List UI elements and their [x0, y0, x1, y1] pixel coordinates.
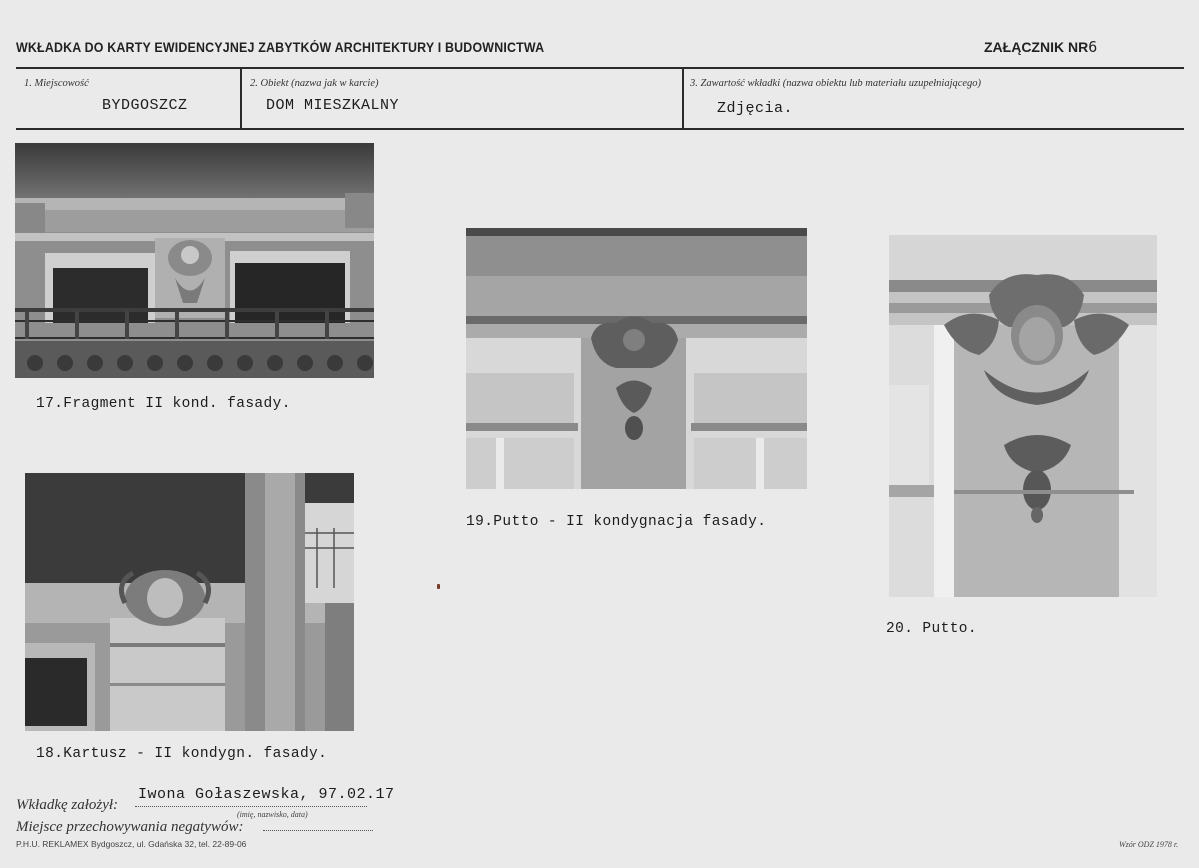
form-title: WKŁADKA DO KARTY EWIDENCYJNEJ ZABYTKÓW ARCHITEKTURY I BUDOWNICTWA — [16, 40, 545, 55]
author-dotted-line — [135, 806, 367, 807]
attachment-number — [984, 38, 1097, 56]
header-bottom-rule — [16, 128, 1184, 130]
header-top-rule — [16, 67, 1184, 69]
photo-20 — [889, 235, 1157, 597]
column-divider-2 — [682, 67, 684, 129]
author-hint: (imię, nazwisko, data) — [237, 810, 308, 819]
photo-17-caption: 17.Fragment II kond. fasady. — [36, 396, 291, 412]
object-value: DOM MIESZKALNY — [266, 97, 400, 114]
attachment-value: 6 — [1088, 38, 1098, 56]
negatives-label: Miejsce przechowywania negatywów: — [16, 819, 244, 835]
content-label: 3. Zawartość wkładki (nazwa obiektu lub materiału uzupełniającego) — [690, 78, 982, 89]
content-value: Zdjęcia. — [717, 100, 794, 117]
negatives-dotted-line — [263, 830, 373, 831]
author-label: Wkładkę założył: — [16, 797, 119, 813]
photo-19 — [466, 228, 807, 489]
location-value: BYDGOSZCZ — [102, 97, 188, 114]
photo-18-caption: 18.Kartusz - II kondygn. fasady. — [36, 746, 328, 762]
photo-18 — [25, 473, 354, 731]
printer-info: P.H.U. REKLAMEX Bydgoszcz, ul. Gdańska 32, tel. 22-89-06 — [16, 839, 247, 849]
paper-mark — [437, 584, 440, 589]
photo-17 — [15, 143, 374, 378]
author-value: Iwona Gołaszewska, 97.02.17 — [138, 786, 395, 803]
photo-19-caption: 19.Putto - II kondygnacja fasady. — [466, 514, 767, 530]
object-label: 2. Obiekt (nazwa jak w karcie) — [250, 78, 379, 89]
photo-20-caption: 20. Putto. — [886, 621, 978, 637]
attachment-label: ZAŁĄCZNIK NR — [984, 39, 1089, 55]
column-divider-1 — [240, 67, 242, 129]
location-label: 1. Miejscowość — [24, 78, 89, 89]
form-code: Wzór ODZ 1978 r. — [1119, 840, 1179, 849]
